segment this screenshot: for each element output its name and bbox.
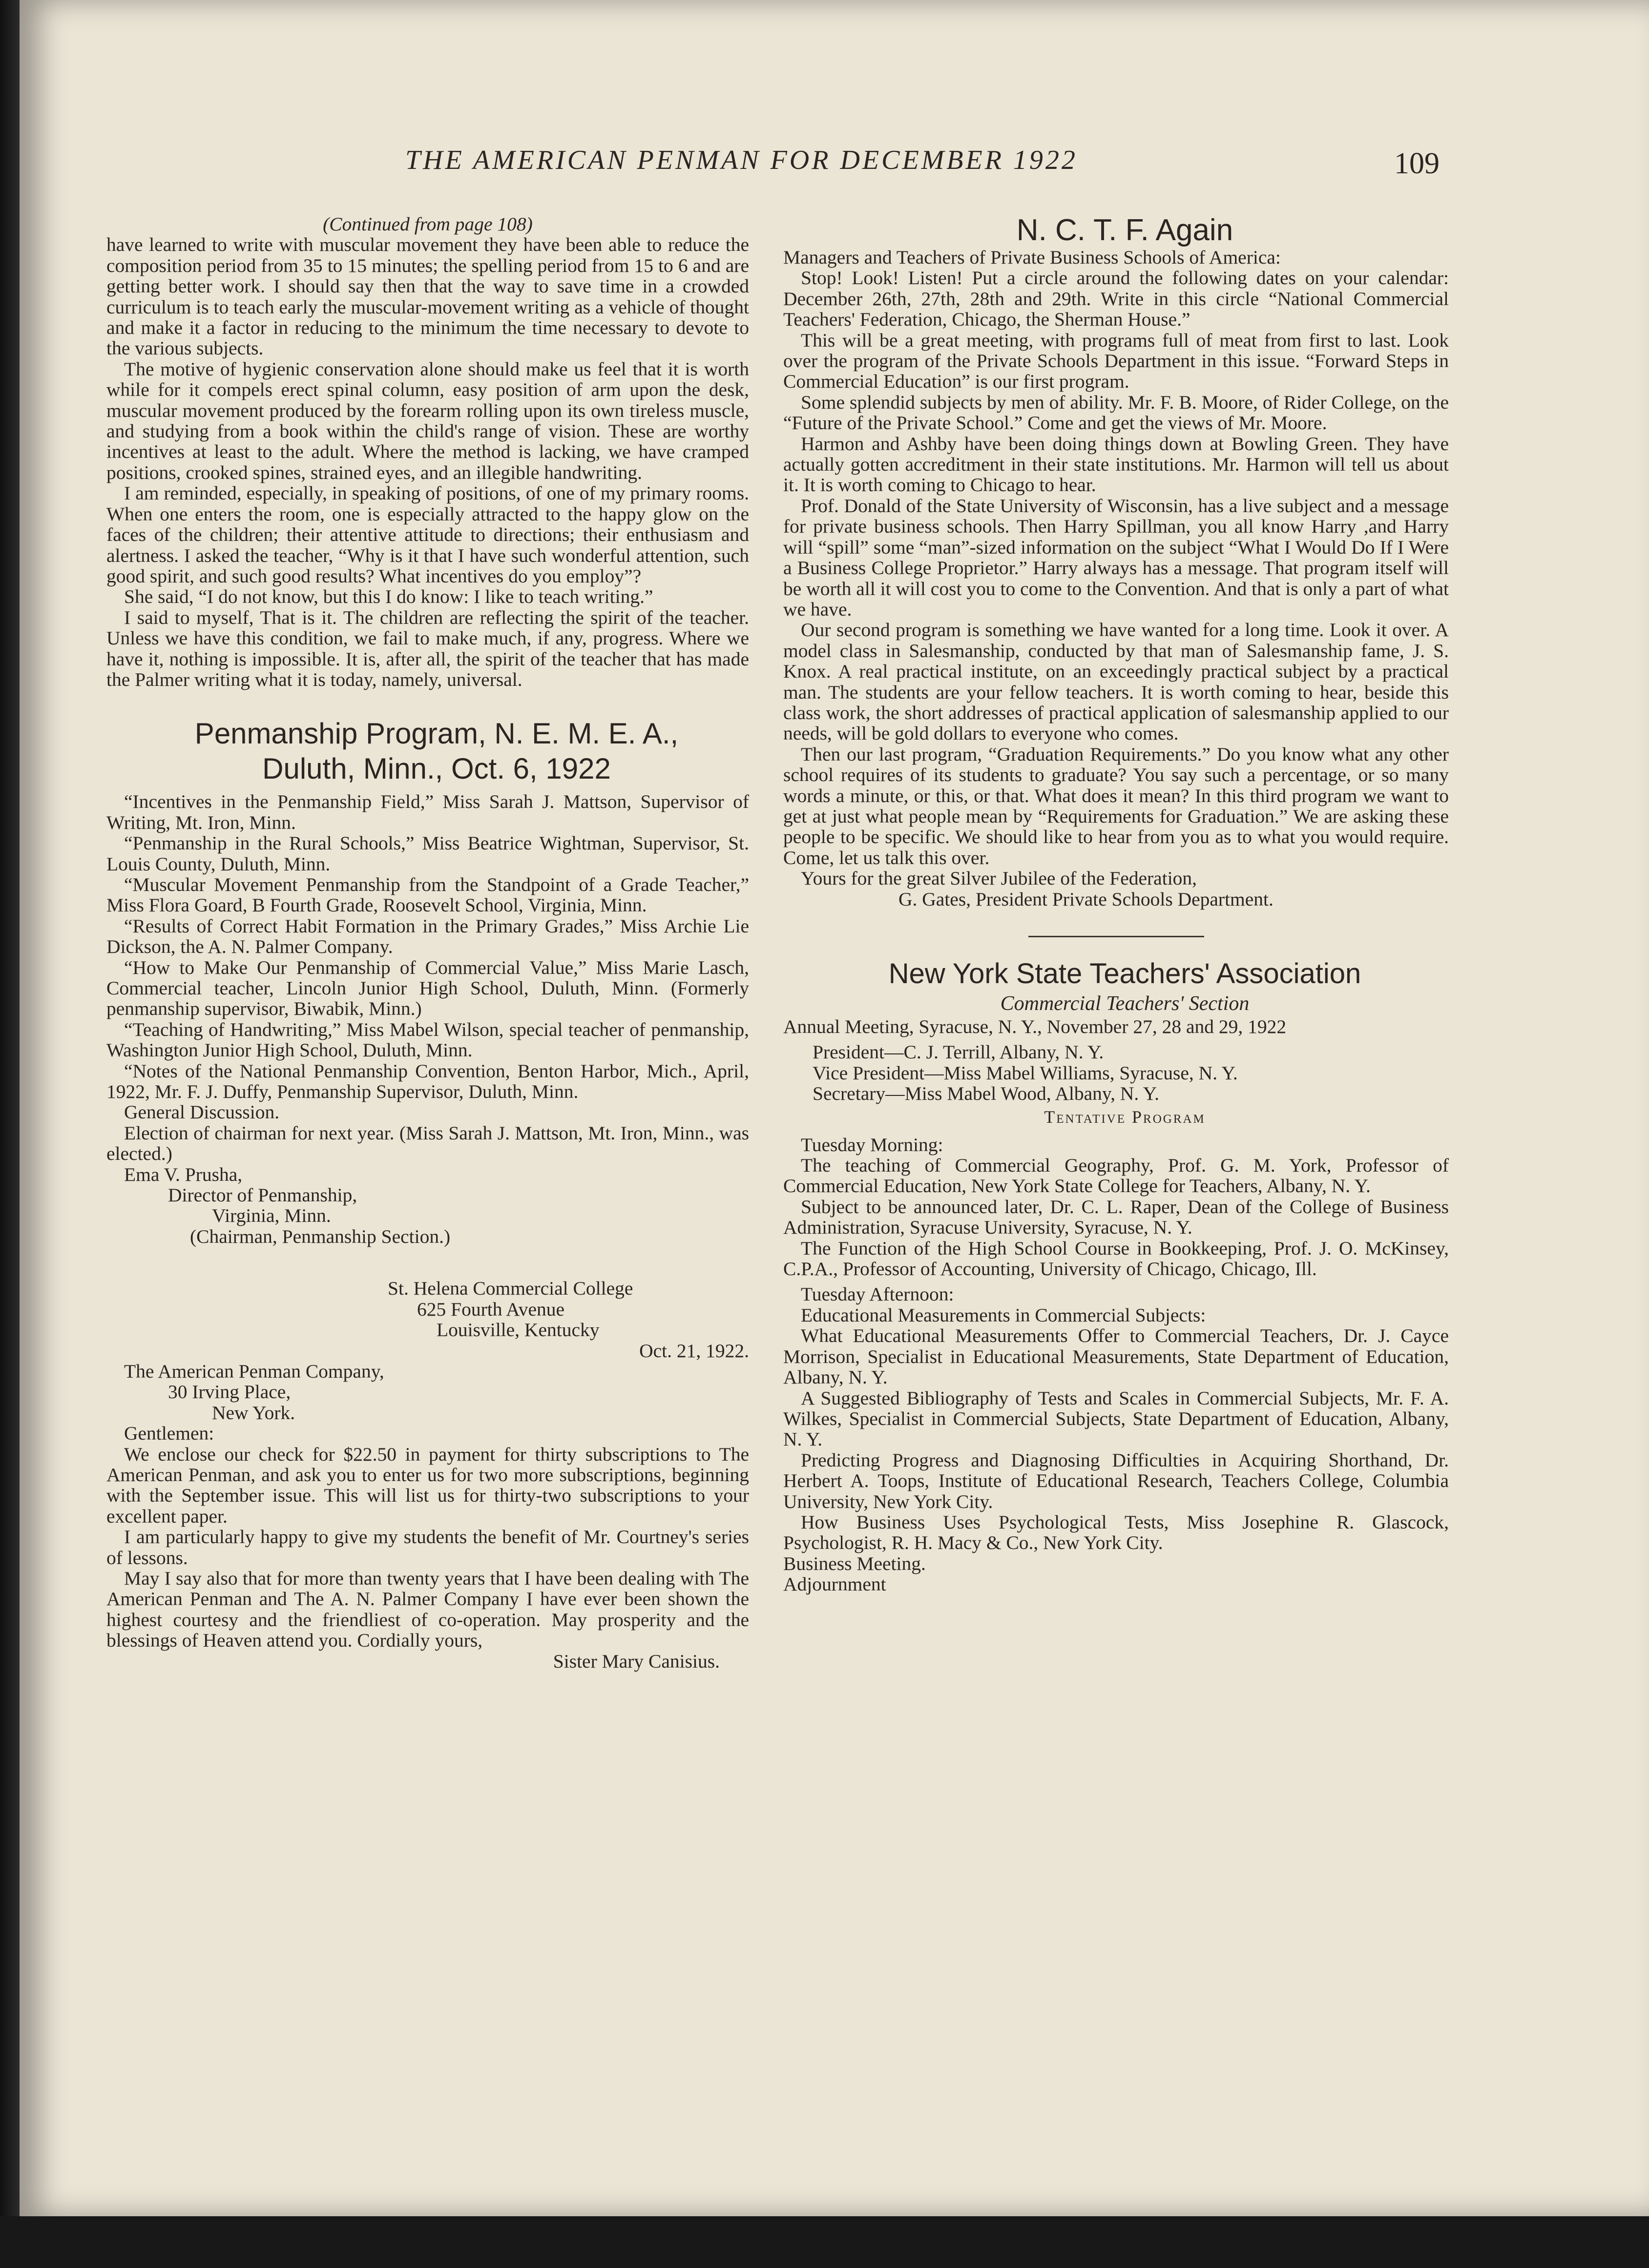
program-item: “Muscular Movement Penmanship from the Standpoint of a Grade Teacher,” Miss Flora Goard, B Fourth Grade, Roosevelt School, Virginia, Minn.	[106, 873, 749, 916]
program-item: Subject to be announced later, Dr. C. L. Raper, Dean of the College of Business Administration, Syracuse University, Syracuse, N. Y.	[783, 1196, 1449, 1238]
program-item: “Teaching of Handwriting,” Miss Mabel Wilson, special teacher of penmanship, Washington Junior High School, Duluth, Minn.	[106, 1018, 749, 1061]
program-item: Business Meeting.	[783, 1552, 926, 1574]
nctf-paragraph: Our second program is something we have wanted for a long time. Look it over. A model class in Salesmanship, conducted by that man of Salesmanship fame, J. S. Knox. A real practical institute, on an exceedingly practical subject by a practical man. The students are your fellow teachers. It is worth coming to hear, beside this class work, the short addresses of practical application of salesmanship applied to our needs, will be gold dollars to everyone who comes.	[783, 619, 1449, 744]
program-item: “Penmanship in the Rural Schools,” Miss Beatrice Wightman, Supervisor, St. Louis County, Duluth, Minn.	[106, 832, 749, 875]
nctf-paragraph: Managers and Teachers of Private Business Schools of America:	[783, 247, 1281, 268]
program-item: Predicting Progress and Diagnosing Difficulties in Acquiring Shorthand, Dr. Herbert A. Toops, Institute of Educational Research, Teachers College, Columbia University, New York City.	[783, 1449, 1449, 1512]
officer-line: Secretary—Miss Mabel Wood, Albany, N. Y.	[813, 1083, 1159, 1105]
program-item: A Suggested Bibliography of Tests and Scales in Commercial Subjects, Mr. F. A. Wilkes, Specialist in Commercial Subjects, State Department of Education, Albany, N. Y.	[783, 1387, 1449, 1450]
nys-meeting: Annual Meeting, Syracuse, N. Y., November 27, 28 and 29, 1922	[783, 1016, 1287, 1037]
letterhead-line: St. Helena Commercial College	[388, 1278, 633, 1299]
salutation: Gentlemen:	[124, 1423, 214, 1444]
nys-title: New York State Teachers' Association	[888, 958, 1361, 990]
nys-section: Commercial Teachers' Section	[1000, 992, 1250, 1015]
letter-signature: Sister Mary Canisius.	[553, 1650, 720, 1672]
program-item: The Function of the High School Course in Bookkeeping, Prof. J. O. McKinsey, C.P.A., Professor of Accounting, University of Chicago, Chicago, Ill.	[783, 1237, 1449, 1280]
book-spine	[0, 0, 20, 2268]
program-item: How Business Uses Psychological Tests, Miss Josephine R. Glascock, Psychologist, R. H. Macy & Co., New York City.	[783, 1511, 1449, 1554]
signature-line: Director of Penmanship,	[168, 1184, 357, 1206]
left-column	[106, 214, 749, 1671]
program-item: The teaching of Commercial Geography, Prof. G. M. York, Professor of Commercial Education, New York State College for Teachers, Albany, N. Y.	[783, 1155, 1449, 1197]
program-item: What Educational Measurements Offer to Commercial Teachers, Dr. J. Cayce Morrison, Specialist in Educational Measurements, State Department of Education, Albany, N. Y.	[783, 1325, 1449, 1388]
nctf-title: N. C. T. F. Again	[1016, 213, 1233, 247]
letter-paragraph: May I say also that for more than twenty years that I have been dealing with The American Penman and The A. N. Palmer Company I have ever been shown the highest courtesy and the friendliest of co-operation. May prosperity and the blessings of Heaven attend you. Cordially yours,	[106, 1567, 749, 1651]
nctf-paragraph: Yours for the great Silver Jubilee of the Federation,	[801, 867, 1197, 889]
nctf-paragraph: Harmon and Ashby have been doing things down at Bowling Green. They have actually gotten accreditment in their state institutions. Mr. Harmon will tell us about it. It is worth coming to Chicago to hear.	[783, 433, 1449, 496]
right-column	[783, 214, 1449, 1595]
nctf-paragraph: Prof. Donald of the State University of Wisconsin, has a live subject and a message for private business schools. Then Harry Spillman, you all know Harry ,and Harry will “spill” some “man”-sized information on the subject “What I Would Do If I Were a Business College Proprietor.” Harry always has a message. That program itself will be worth all it will cost you to come to the Convention. And that is only a part of what we have.	[783, 495, 1449, 620]
program-item: “Incentives in the Penmanship Field,” Miss Sarah J. Mattson, Supervisor of Writing, Mt. Iron, Minn.	[106, 791, 749, 833]
program-item: General Discussion.	[124, 1101, 280, 1123]
letter-paragraph: I am particularly happy to give my students the benefit of Mr. Courtney's series of lessons.	[106, 1526, 749, 1568]
page-number: 109	[1394, 147, 1440, 180]
addressee-line: New York.	[212, 1402, 295, 1423]
letter-date: Oct. 21, 1922.	[639, 1340, 749, 1361]
signature-name: Ema V. Prusha,	[124, 1163, 243, 1185]
program-item: Election of chairman for next year. (Miss Sarah J. Mattson, Mt. Iron, Minn., was elected.)	[106, 1122, 749, 1165]
adjournment: Adjournment	[783, 1573, 886, 1595]
article-paragraph: I am reminded, especially, in speaking of positions, of one of my primary rooms. When one enters the room, one is especially attracted to the happy glow on the faces of the children; their attentive attitude to directions; their enthusiasm and alertness. I asked the teacher, “Why is it that I have such wonderful attention, such good spirit, and such good results? What incentives do you employ”?	[106, 482, 749, 587]
officer-line: Vice President—Miss Mabel Williams, Syracuse, N. Y.	[813, 1062, 1238, 1084]
nctf-paragraph: This will be a great meeting, with programs full of meat from first to last. Look over the program of the Private Schools Department in this issue. “Forward Steps in Commercial Education” is our first program.	[783, 329, 1449, 392]
continued-note: (Continued from page 108)	[323, 213, 533, 235]
program-title-line-1: Penmanship Program, N. E. M. E. A.,	[194, 717, 679, 750]
nctf-paragraph: Stop! Look! Listen! Put a circle around the following dates on your calendar: December 26th, 27th, 28th and 29th. Write in this circle “National Commercial Teachers' Federation, Chicago, the Sherman House.”	[783, 267, 1449, 330]
signature-line: (Chairman, Penmanship Section.)	[190, 1225, 451, 1247]
nctf-paragraph: Then our last program, “Graduation Requirements.” Do you know what any other school requires of its students to graduate? You say such a percentage, or so many words a minute, or this, or that. What does it mean? In this third program we want to get at just what people mean by “Requirements for Graduation.” We are asking these people to be specific. We should like to hear from you as to what you would require. Come, let us talk this over.	[783, 743, 1449, 868]
letterhead-line: 625 Fourth Avenue	[417, 1298, 565, 1320]
letter-paragraph: We enclose our check for $22.50 in payment for thirty subscriptions to The American Penman, and ask you to enter us for two more subscriptions, beginning with the September issue. This will list us for thirty-two subscriptions to your excellent paper.	[106, 1443, 749, 1527]
letterhead-line: Louisville, Kentucky	[437, 1319, 600, 1341]
article-paragraph: have learned to write with muscular movement they have been able to reduce the composition period from 35 to 15 minutes; the spelling period from 15 to 6 and are getting better work. I should say then that the way to save time in a crowded curriculum is to teach early the muscular-movement writing as a vehicle of thought and make it a factor in reducing to the minimum the time necessary to devote to the various subjects.	[106, 234, 749, 359]
program-item: “Results of Correct Habit Formation in the Primary Grades,” Miss Archie Lie Dickson, the A. N. Palmer Company.	[106, 915, 749, 958]
addressee-line: 30 Irving Place,	[168, 1381, 291, 1403]
scan-background	[0, 2216, 1649, 2268]
tentative-program-heading: Tentative Program	[1044, 1107, 1206, 1127]
session-label: Tuesday Afternoon:	[801, 1283, 954, 1305]
nctf-paragraph: Some splendid subjects by men of ability. Mr. F. B. Moore, of Rider College, on the “Future of the Private School.” Come and get the views of Mr. Moore.	[783, 391, 1449, 434]
program-title-line-2: Duluth, Minn., Oct. 6, 1922	[262, 752, 611, 785]
running-head: THE AMERICAN PENMAN FOR DECEMBER 1922	[405, 145, 1078, 175]
session-label: Tuesday Morning:	[801, 1134, 943, 1155]
program-item: Educational Measurements in Commercial Subjects:	[801, 1304, 1206, 1326]
article-paragraph: She said, “I do not know, but this I do know: I like to teach writing.”	[124, 586, 653, 608]
addressee-line: The American Penman Company,	[124, 1360, 384, 1382]
program-item: “How to Make Our Penmanship of Commercial Value,” Miss Marie Lasch, Commercial teacher, Lincoln Junior High School, Duluth, Minn. (Formerly penmanship supervisor, Biwabik, Minn.)	[106, 956, 749, 1020]
article-paragraph: I said to myself, That is it. The children are reflecting the spirit of the teacher. Unless we have this condition, we fail to make much, if any, progress. Where we have it, nothing is impossible. It is, after all, the spirit of the teacher that has made the Palmer writing what it is today, namely, universal.	[106, 606, 749, 690]
article-paragraph: The motive of hygienic conservation alone should make us feel that it is worth while for it compels erect spinal column, easy position of arm upon the desk, muscular movement produced by the forearm rolling upon its own tireless muscle, and studying from a book within the child's range of vision. These are worthy incentives at least to the adult. Where the method is lacking, we have cramped positions, crooked spines, strained eyes, and an illegible handwriting.	[106, 358, 749, 483]
officer-line: President—C. J. Terrill, Albany, N. Y.	[813, 1041, 1104, 1063]
program-item: “Notes of the National Penmanship Convention, Benton Harbor, Mich., April, 1922, Mr. F. J. Duffy, Penmanship Supervisor, Duluth, Minn.	[106, 1060, 749, 1103]
signature-line: Virginia, Minn.	[212, 1205, 331, 1227]
nctf-signoff: G. Gates, President Private Schools Department.	[898, 888, 1273, 910]
